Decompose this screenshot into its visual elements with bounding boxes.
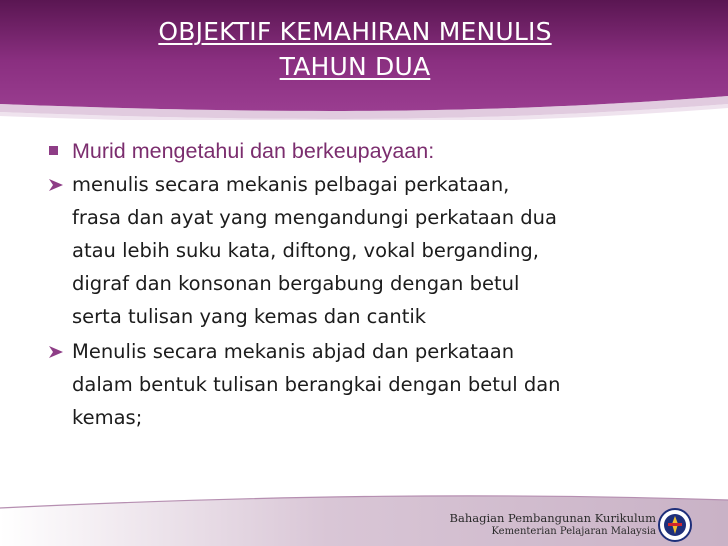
arrow-bullet-icon bbox=[48, 344, 64, 360]
slide-title bbox=[100, 14, 610, 84]
bullet-1-line-5: serta tulisan yang kemas dan cantik bbox=[72, 305, 427, 328]
square-bullet-icon bbox=[49, 146, 58, 155]
footer-text bbox=[450, 511, 656, 539]
bullet-1-line-1: menulis secara mekanis pelbagai perkataan, bbox=[72, 173, 510, 196]
bullet-2-line-3: kemas; bbox=[72, 406, 143, 429]
bullet-item-2 bbox=[54, 335, 674, 434]
slide-title-line-1: OBJEKTIF KEMAHIRAN MENULIS bbox=[158, 17, 552, 46]
bullet-1-line-2: frasa dan ayat yang mengandungi perkataan dua bbox=[72, 206, 557, 229]
subheading bbox=[54, 136, 674, 166]
bullet-1-line-3: atau lebih suku kata, diftong, vokal berganding, bbox=[72, 239, 540, 262]
bullet-2-line-1: Menulis secara mekanis abjad dan perkataan bbox=[72, 340, 515, 363]
arrow-bullet-icon bbox=[48, 177, 64, 193]
ministry-crest-logo bbox=[658, 508, 692, 542]
bullet-1-line-4: digraf dan konsonan bergabung dengan betul bbox=[72, 272, 520, 295]
bullet-2-line-2: dalam bentuk tulisan berangkai dengan betul dan bbox=[72, 373, 561, 396]
subheading-text: Murid mengetahui dan berkeupayaan: bbox=[72, 139, 435, 163]
slide-title-line-2: TAHUN DUA bbox=[279, 52, 431, 81]
bullet-item-1 bbox=[54, 168, 674, 333]
footer-line-1: Bahagian Pembangunan Kurikulum bbox=[449, 511, 656, 525]
footer-line-2: Kementerian Pelajaran Malaysia bbox=[491, 526, 656, 537]
slide-content bbox=[54, 136, 674, 434]
